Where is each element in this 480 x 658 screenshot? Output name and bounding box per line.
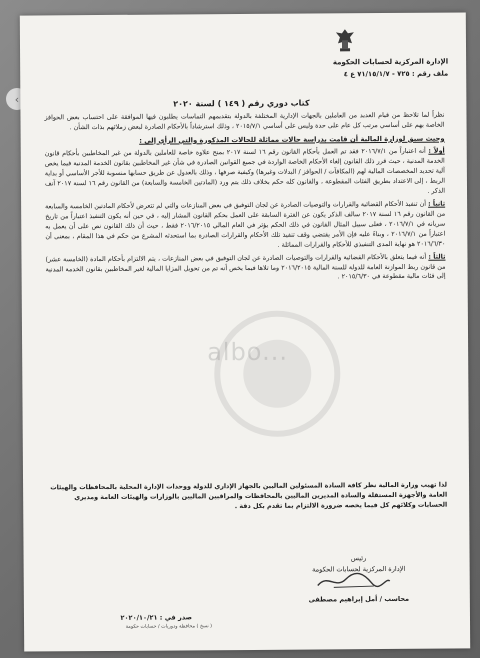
paragraph-second [45,200,445,252]
issue-note: ( نسخ ) محافظة ودوريات / حسابات حكومة [125,624,213,630]
paragraph-first [45,147,445,199]
org-name: الإدارة المركزية لحسابات الحكومة [332,57,449,67]
signatory-org: الإدارة المركزية لحسابات الحكومة [312,564,406,574]
circular-title: كتاب دوري رقم ( ١٤٩ ) لسنة ٢٠٢٠ [173,98,310,109]
paragraph-third [45,252,445,285]
paragraph-second-text: أن تنفيذ الأحكام القضائية والقرارات والتوصيات الصادرة عن لجان التوفيق في بعض المنازعات والتي لم تتعرض لأحكام المادتين الخامسة والسابعة من القانون رقم ١٦ لسنة ٢٠١٧ سالف الذكر يكون عن الفترة السابقة على العمل بحكم القانون المشار إليه ، في حين أنه يكون التنفيذ اعتباراً من تاريخ سريانه في ٢٠١٦/٧/١ ، فعلى سبيل المثال القانون في ذلك الحكم يؤثر في العام المالي ٢٠١٦/٢٠١٥ فقط ، حيث أن ذلك القانون نص على أن يعمل به اعتباراً من ٢٠١٦/٧/١ ، وبناءً عليه فإن الأمر يقتضي وقف تنفيذ تلك الأحكام والقرارات الصادرة بما استحدثه المشرع من حكم في هذا المقام ، بمعنى أن ٢٠١٦/٦/٣٠ هو نهاية المدى التنفيذي للأحكام والقرارات المماثلة . [45,199,446,249]
document-body [44,111,445,288]
eagle-emblem-icon [334,27,356,53]
watermark-text: albo... [207,337,289,367]
signatory-name: محاسب / أمل إبراهيم مصطفى [308,594,410,604]
side-scroll-tab[interactable]: ‹ [6,88,28,110]
paragraph-third-label: ثالثاً : [428,252,446,261]
issue-date: صدر في : ٢٠٢٠/١٠/٢١ [120,613,193,622]
signatory-role: رئيس [350,554,367,563]
paragraph-first-text: أنه اعتباراً من ٢٠١٦/٧/١ فقد تم العمل بأحكام القانون رقم ١٦ لسنة ٢٠١٧ بمنح علاوة خاصة للعاملين بالدولة من غير المخاطبين بأحكام قانون الخدمة المدنية ، حيث قرر ذلك القانون إلغاء الأحكام الخاصة الواردة في جميع القوانين الصادرة في شأن غير المخاطبين بقانون الخدمة المدنية فيما يخص آلية تحديد المخصصات المالية لهم (المكافآت / الحوافز / البدلات وغيرها) وكيفية صرفها ، وذلك بالعدول عن طريق حسابها منسوبة للأجر الأساسي أو بداية الربط ، إلى الاعتداد بطريق الفئات المقطوعة ، والقانون كله حكم بخلاف ذلك يتم ورد (المادتين الخامسة والسابعة) من القانون رقم ١٦ لسنة ٢٠١٧ آنف الذكر . [44,147,446,195]
heading-considerations: وحيث سبق لوزارة المالية أن قامت بدراسة حالات مماثلة للحالات المذكورة والتي الرأي إلى : [139,134,445,145]
intro-paragraph: نظراً لما تلاحظ من قيام العديد من العاملين بالجهات الإدارية المختلفة بالدولة بتقديمهم التماسات يطلبون فيها الموافقة على احتساب بعض الحوافز الخاصة بهم على أساسي مرتب كل عام على حدة وليس على أساسي ٢٠١٥/٧/١ ، وذلك استرشاداً بالأحكام الصادرة لبعض زملائهم بذات الشأن . [44,110,445,132]
document-page [20,12,470,651]
closing-paragraph: لذا تهيب وزارة المالية نظر كافة السادة المسئولين الماليين بالجهاز الإداري للدولة ووحدات الإدارة المحلية بالمحافظات والهيئات العامة والأجهزة المستقلة والسادة المديرين الماليين بالمحافظات والمراقبين الماليين بالوزارات والهيئات العامة ومديري الحسابات وكلائهم كل فيما يخصه ضرورة الالتزام بما تقدم بكل دقة . [50,480,448,510]
handwritten-signature-icon [314,569,394,592]
paragraph-third-text: أنه فيما يتعلق بالأحكام القضائية والقرارات والتوصيات الصادرة عن لجان التوفيق في بعض المنازعات ، يتم الالتزام بأحكام المادة (الخامسة عشر) من قانون ربط الموازنة العامة للدولة للسنة المالية ٢٠١٦/٢٠١٥ وما تلاها فيما يخص أنه تم من تحويل المزايا المالية لغير المخاطبين بقانون الخدمة المدنية إلى فئات مالية مقطوعة في ٢٠١٥/٦/٣٠ . [45,252,446,281]
watermark-emblem-icon [172,298,383,449]
file-number: ملف رقم : ٧٢٥ - ٧١/١٥/١/٧ ع ٤ [343,69,449,79]
paragraph-first-label: أولاً : [428,146,445,156]
paragraph-second-label: ثانياً : [428,199,446,208]
